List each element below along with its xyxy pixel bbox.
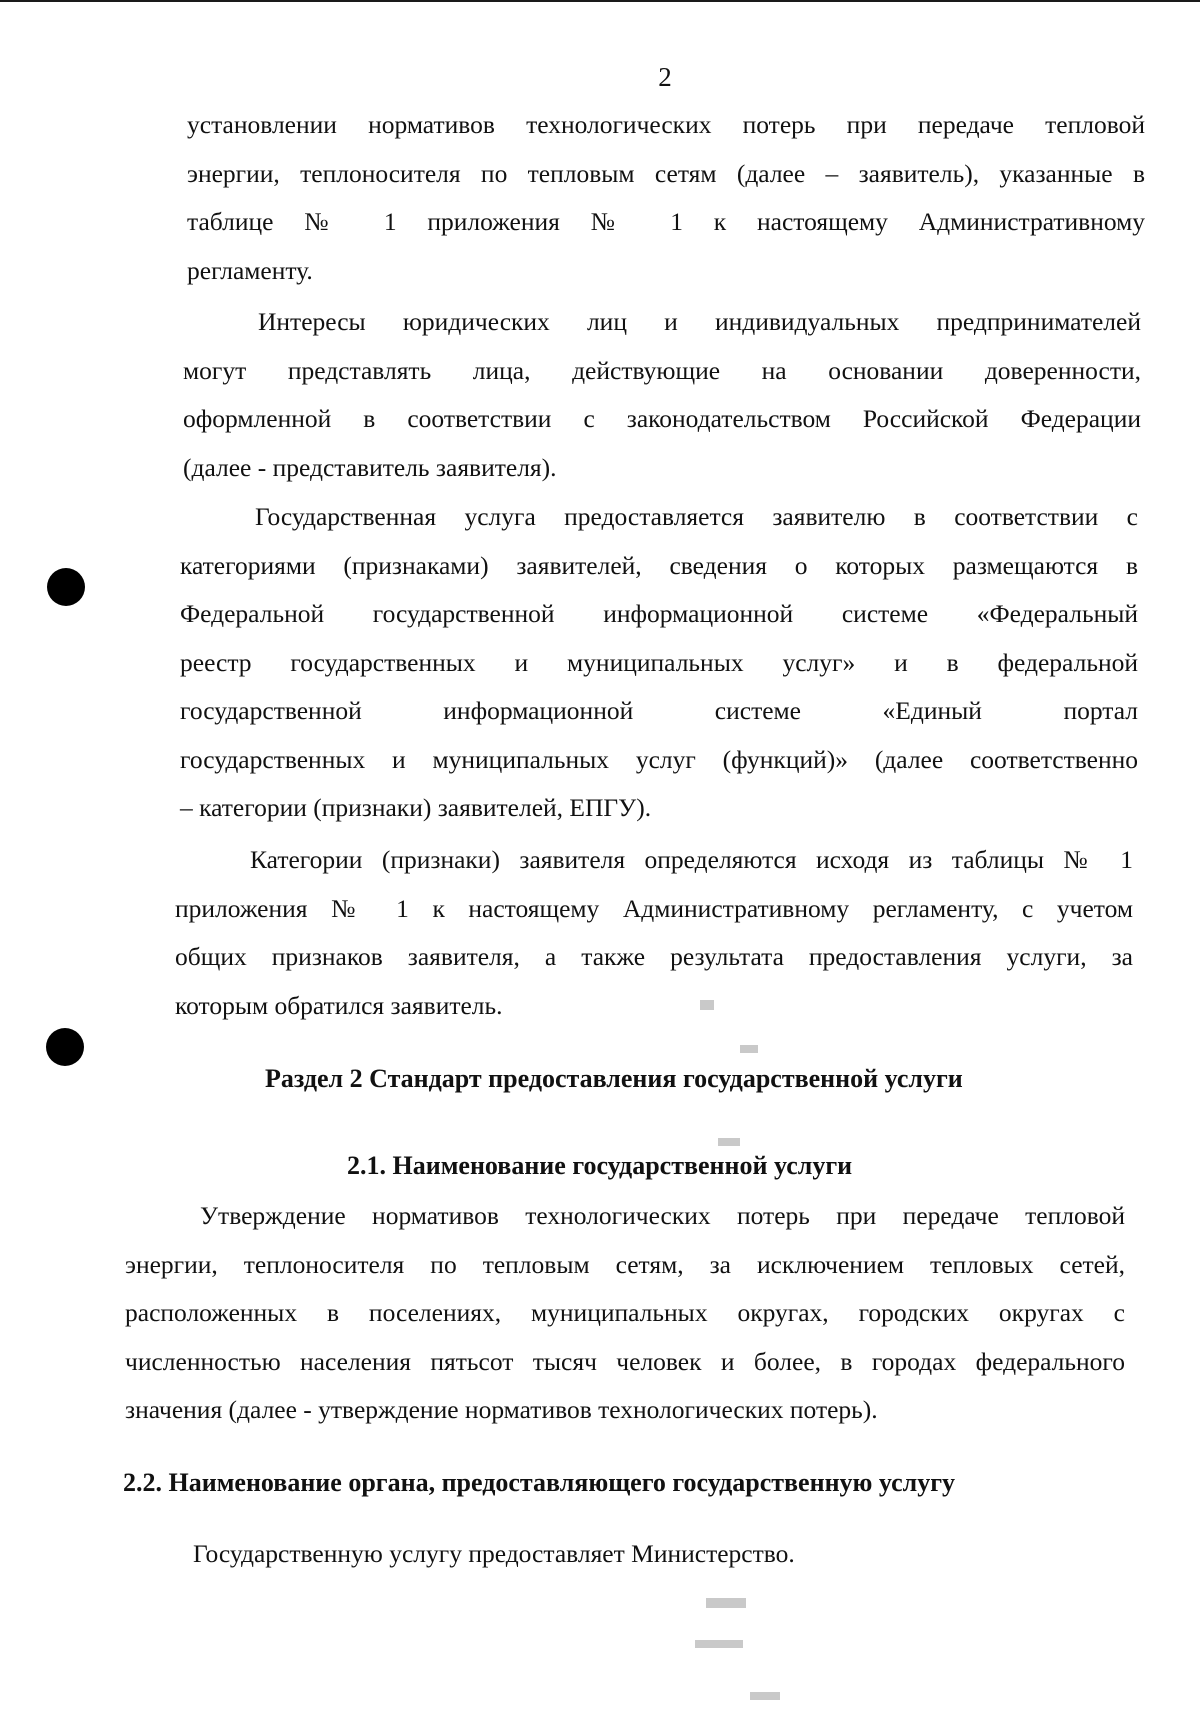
- text-line: численностью населения пятьсот тысяч человек и более, в городах федерального: [125, 1346, 1125, 1376]
- text-line: реестр государственных и муниципальных услуг» и в федеральной: [180, 647, 1138, 677]
- section-heading: Раздел 2 Стандарт предоставления государственной услуги: [265, 1064, 963, 1093]
- text-line: – категории (признаки) заявителей, ЕПГУ).: [180, 793, 652, 822]
- text-line: которым обратился заявитель.: [175, 990, 503, 1020]
- scan-noise: [718, 1138, 740, 1146]
- scan-noise: [706, 1598, 746, 1608]
- subsection-heading: 2.2. Наименование органа, предоставляющего государственную услугу: [123, 1468, 956, 1497]
- text-line: государственной информационной системе «Единый портал: [180, 696, 1138, 725]
- text-line: могут представлять лица, действующие на основании доверенности,: [183, 355, 1141, 385]
- paragraph-service-categories: [180, 493, 1138, 833]
- text-line: категориями (признаками) заявителей, сведения о которых размещаются в: [180, 550, 1138, 580]
- scan-noise: [740, 1045, 758, 1053]
- text-line: государственных и муниципальных услуг (функций)» (далее соответственно: [180, 744, 1138, 774]
- scan-noise: [750, 1692, 780, 1700]
- text-line: (далее - представитель заявителя).: [183, 452, 557, 482]
- paragraph-providing-authority: Государственную услугу предоставляет Министерство.: [193, 1539, 795, 1568]
- text-line: таблице № 1 приложения № 1 к настоящему Административному: [187, 207, 1145, 236]
- text-line: приложения № 1 к настоящему Административному регламенту, с учетом: [175, 893, 1133, 923]
- text-line: Государственная услуга предоставляется заявителю в соответствии с: [255, 502, 1138, 531]
- text-line: значения (далее - утверждение нормативов технологических потерь).: [125, 1395, 878, 1424]
- scan-border: [0, 0, 1200, 2]
- text-line: общих признаков заявителя, а также результата предоставления услуги, за: [175, 942, 1133, 971]
- paragraph-service-name: [125, 1192, 1125, 1435]
- text-line: установлении нормативов технологических потерь при передаче тепловой: [187, 110, 1145, 139]
- scan-noise: [700, 1000, 714, 1010]
- paragraph-representatives: [183, 298, 1141, 492]
- text-line: энергии, теплоносителя по тепловым сетям, за исключением тепловых сетей,: [125, 1249, 1125, 1279]
- punch-hole-mark: [46, 1028, 84, 1066]
- paragraph-applicant-continuation: [187, 101, 1145, 295]
- scan-noise: [695, 1640, 743, 1648]
- text-line: Утверждение нормативов технологических потерь при передаче тепловой: [200, 1201, 1125, 1230]
- text-line: энергии, теплоносителя по тепловым сетям (далее – заявитель), указанные в: [187, 158, 1145, 188]
- text-line: Федеральной государственной информационной системе «Федеральный: [180, 599, 1138, 628]
- paragraph-category-determination: [175, 836, 1133, 1030]
- text-line: Интересы юридических лиц и индивидуальных предпринимателей: [258, 307, 1141, 336]
- text-line: Категории (признаки) заявителя определяются исходя из таблицы № 1: [250, 845, 1133, 874]
- subsection-heading: 2.1. Наименование государственной услуги: [347, 1151, 853, 1180]
- text-line: расположенных в поселениях, муниципальных округах, городских округах с: [125, 1298, 1125, 1327]
- punch-hole-mark: [47, 568, 85, 606]
- text-line: регламенту.: [187, 255, 313, 285]
- page-number: 2: [658, 62, 672, 92]
- text-line: оформленной в соответствии с законодательством Российской Федерации: [183, 404, 1141, 433]
